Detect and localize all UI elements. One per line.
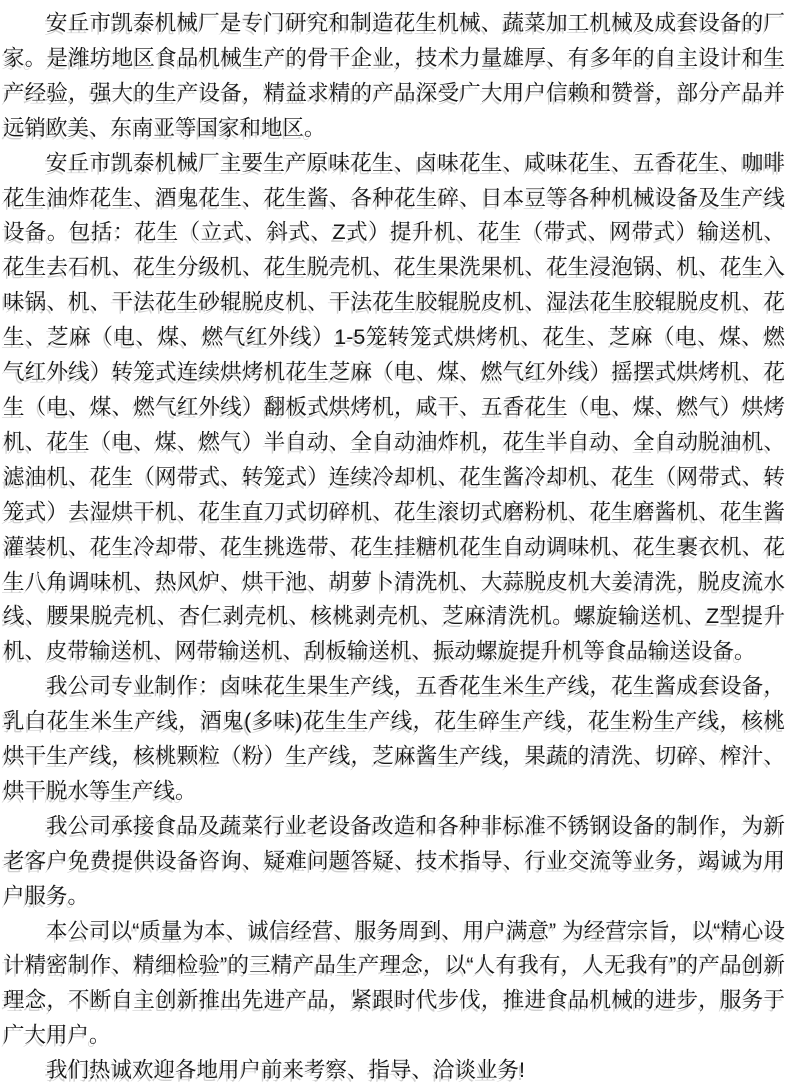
production-lines-paragraph: 我公司专业制作：卤味花生果生产线，五香花生米生产线，花生酱成套设备，乳白花生米生产线，酒鬼(多味)花生生产线，花生碎生产线，花生粉生产线，核桃烘干生产线，核桃颗粒（粉）生产线，芝麻酱生产线，果蔬的清洗、切碎、榨汁、烘干脱水等生产线。 [3,674,785,803]
intro-paragraph: 安丘市凯泰机械厂是专门研究和制造花生机械、蔬菜加工机械及成套设备的厂家。是潍坊地区食品机械生产的骨干企业，技术力量雄厚、有多年的自主设计和生产经验，强大的生产设备，精益求精的产品深受广大用户信赖和赞誉，部分产品并远销欧美、东南亚等国家和地区。 [3,11,785,140]
products-equipment-paragraph: 安丘市凯泰机械厂主要生产原味花生、卤味花生、咸味花生、五香花生、咖啡花生油炸花生、酒鬼花生、花生酱、各种花生碎、日本豆等各种机械设备及生产线设备。包括：花生（立式、斜式、Z式）提升机、花生（带式、网带式）输送机、花生去石机、花生分级机、花生脱壳机、花生果洗果机、花生浸泡锅、机、花生入味锅、机、干法花生砂辊脱皮机、干法花生胶辊脱皮机、湿法花生胶辊脱皮机、花生、芝麻（电、煤、燃气红外线）1-5笼转笼式烘烤机、花生、芝麻（电、煤、燃气红外线）转笼式连续烘烤机花生芝麻（电、煤、燃气红外线）摇摆式烘烤机、花生（电、煤、燃气红外线）翻板式烘烤机，咸干、五香花生（电、煤、燃气）烘烤机、花生（电、煤、燃气）半自动、全自动油炸机，花生半自动、全自动脱油机、滤油机、花生（网带式、转笼式）连续冷却机、花生酱冷却机、花生（网带式、转笼式）去湿烘干机、花生直刀式切碎机、花生滚切式磨粉机、花生磨酱机、花生酱灌装机、花生冷却带、花生挑选带、花生挂糖机花生自动调味机、花生裹衣机、花生八角调味机、热风炉、烘干池、胡萝卜清洗机、大蒜脱皮机大姜清洗，脱皮流水线、腰果脱壳机、杏仁剥壳机、核桃剥壳机、芝麻清洗机。螺旋输送机、Z型提升机、皮带输送机、网带输送机、刮板输送机、振动螺旋提升机等食品输送设备。 [3,150,785,664]
welcome-paragraph: 我们热诚欢迎各地用户前来考察、指导、洽谈业务! [46,1058,525,1083]
business-philosophy-paragraph: 本公司以“质量为本、诚信经营、服务周到、用户满意” 为经营宗旨，以“精心设计精密制作、精细检验”的三精产品生产理念，以“人有我有，人无我有”的产品创新理念，不断自主创新推出先进产品，紧跟时代步伐，推进食品机械的进步，服务于广大用户。 [3,918,785,1048]
services-paragraph: 我公司承接食品及蔬菜行业老设备改造和各种非标准不锈钢设备的制作，为新老客户免费提供设备咨询、疑难问题答疑、技术指导、行业交流等业务，竭诚为用户服务。 [3,813,785,908]
